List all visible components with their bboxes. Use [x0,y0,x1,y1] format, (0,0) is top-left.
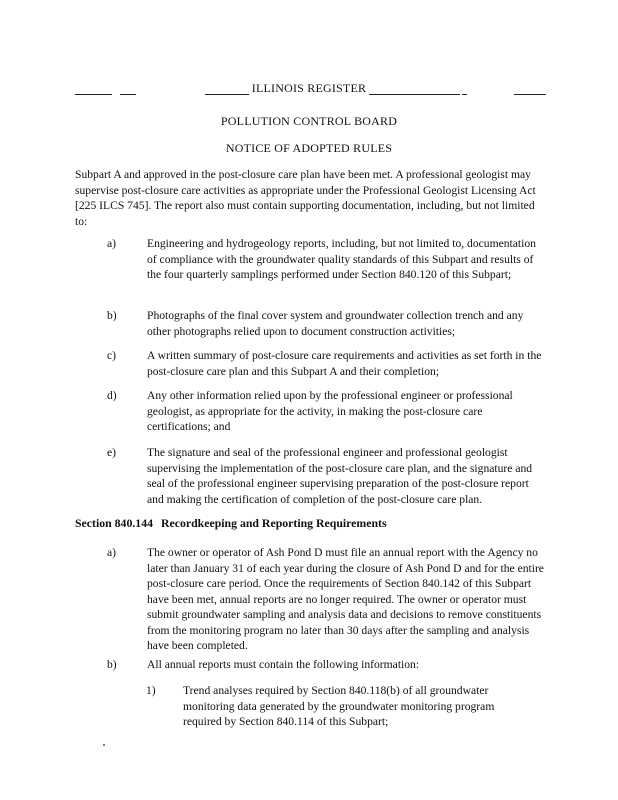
list-item-text: Any other information relied upon by the professional engineer or professional geologist, as appropriate for the activity, in making the post-closure care certifications; and [147,389,513,433]
notice-title: NOTICE OF ADOPTED RULES [225,141,393,155]
list-item-label: c) [107,349,117,362]
section-heading [75,516,387,532]
list-item-text: A written summary of post-closure care requirements and activities as set forth in the post-closure care plan and this Subpart A and their completion; [147,349,542,378]
list-item-text: Photographs of the final cover system and groundwater collection trench and any other photographs relied upon to document construction activities; [147,309,524,338]
board-title: POLLUTION CONTROL BOARD [220,114,398,128]
register-title [0,81,618,97]
list-item-text: Engineering and hydrogeology reports, including, but not limited to, documentation of compliance with the groundwater quality standards of this Subpart and results of the four quarterly samplings performed under Section 840.120 of this Subpart; [147,237,536,281]
list-item-label: e) [107,446,117,459]
list-item-text: The signature and seal of the professional engineer and professional geologist supervising the implementation of the post-closure care plan, and the signature and seal of the professional engineer supervising preparation of the post-closure report and making the certification of completion of the post-closure care plan. [147,446,533,506]
intro-paragraph: Subpart A and approved in the post-closure care plan have been met. A professional geologist may supervise post-closure care activities as appropriate under the Professional Geologist Licensing Act [225 ILCS 745]. The report also must contain supporting documentation, including, but not limited to: [75,168,536,228]
sublist-item-label: 1) [146,684,156,697]
sublist-item-text: Trend analyses required by Section 840.118(b) of all groundwater monitoring data generated by the groundwater monitoring program required by Section 840.114 of this Subpart; [183,684,495,728]
list-item-label: d) [107,389,117,402]
list-item-label: b) [107,309,117,322]
list-item-label: a) [107,546,117,559]
list-item-label: b) [107,658,117,671]
section-title: Recordkeeping and Reporting Requirements [161,516,387,530]
list-item-label: a) [107,237,117,250]
section-number: Section 840.144 [75,516,153,530]
list-item-text: The owner or operator of Ash Pond D must file an annual report with the Agency no later than January 31 of each year during the closure of Ash Pond D and for the entire post-closure care period. Once the requirements of Section 840.142 of this Subpart have been met, annual reports are no longer required. The owner or operator must submit groundwater sampling and analysis data and decisions to remove constituents from the monitoring program no later than 30 days after the sampling and analysis have been completed. [147,546,544,652]
scan-speck [103,744,105,746]
list-item-text: All annual reports must contain the following information: [147,658,420,671]
register-title-text: ILLINOIS REGISTER [249,81,369,95]
